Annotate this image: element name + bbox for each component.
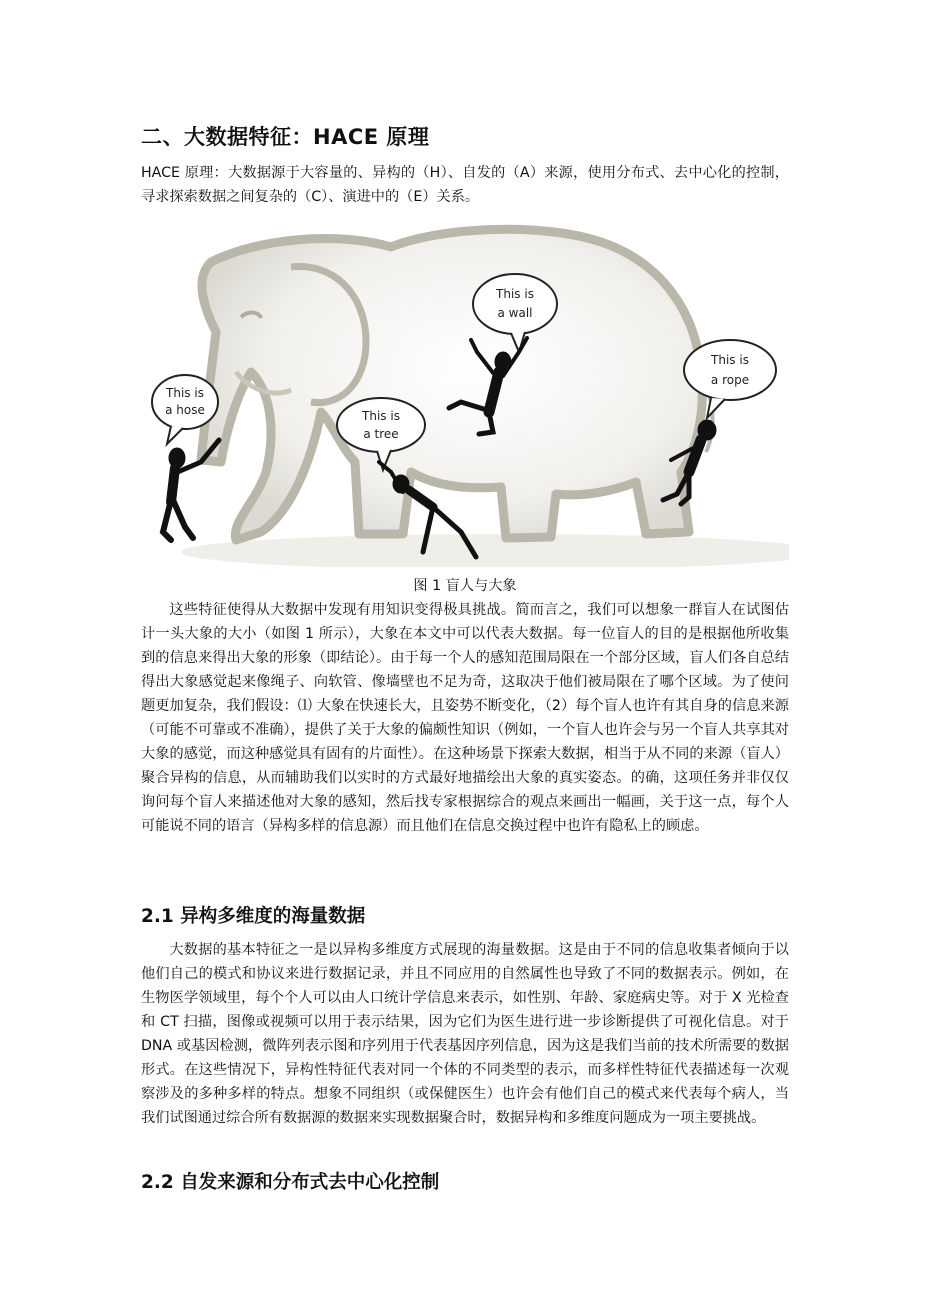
paragraph-1: 这些特征使得从大数据中发现有用知识变得极具挑战。简而言之，我们可以想象一群盲人在试图估计一头大象的大小（如图 1 所示），大象在本文中可以代表大数据。每一位盲人的目的是根据他所收集到的信息来得出大象的形象（即结论）。由于每一个人的感知范围局限在一个部分区域，盲人们各自总结得出大象感觉起来像绳子、向软管、像墙壁也不足为奇，这取决于他们被局限在了哪个区域。为了使问题更加复杂，我们假设：⑴ 大象在快速长大，且姿势不断变化，（2）每个盲人也许有其自身的信息来源（可能不可靠或不准确），提供了关于大象的偏颇性知识（例如，一个盲人也许会与另一个盲人共享其对大象的感觉，而这种感觉具有固有的片面性）。在这种场景下探索大数据，相当于从不同的来源（盲人）聚合异构的信息，从而辅助我们以实时的方式最好地描绘出大象的真实姿态。的确，这项任务并非仅仅询问每个盲人来描述他对大象的感知，然后找专家根据综合的观点来画出一幅画，关于这一点，每个人可能说不同的语言（异构多样的信息源）而且他们在信息交换过程中也许有隐私上的顾虑。 [141,602,789,834]
bubble-wall-line1: This is [496,287,534,301]
section-title: 二、大数据特征：HACE 原理 [141,125,430,149]
elephant-body [201,229,702,540]
ground-shadow [181,534,789,567]
bubble-tree-line1: This is [362,409,400,423]
elephant-illustration [141,222,789,567]
bubble-hose-line2: a hose [165,403,205,417]
figure-blind-men-elephant [141,222,789,567]
bubble-rope-line2: a rope [710,373,750,387]
bubble-hose-line1: This is [166,386,204,400]
heading-2-1: 2.1 异构多维度的海量数据 [141,906,366,927]
figure-caption: 图 1 盲人与大象 [413,578,517,594]
bubble-wall-line2: a wall [497,306,533,320]
intro-paragraph: HACE 原理：大数据源于大容量的、异构的（H）、自发的（A）来源，使用分布式、去中心化的控制，寻求探索数据之间复杂的（C）、演进中的（E）关系。 [141,165,789,205]
paragraph-2: 大数据的基本特征之一是以异构多维度方式展现的海量数据。这是由于不同的信息收集者倾向于以他们自己的模式和协议来进行数据记录，并且不同应用的自然属性也导致了不同的数据表示。例如，在生物医学领域里，每个个人可以由人口统计学信息来表示，如性别、年龄、家庭病史等。对于 X 光检查和 CT 扫描，图像或视频可以用于表示结果，因为它们为医生进行进一步诊断提供了可视化信息。对于 DNA 或基因检测，微阵列表示图和序列用于代表基因序列信息，因为这是我们当前的技术所需要的数据形式。在这些情况下，异构性特征代表对同一个体的不同类型的表示，而多样性特征代表描述每一次观察涉及的多种多样的特点。想象不同组织（或保健医生）也许会有他们自己的模式来代表每个病人，当我们试图通过综合所有数据源的数据来实现数据聚合时，数据异构和多维度问题成为一项主要挑战。 [141,942,789,1126]
heading-2-2: 2.2 自发来源和分布式去中心化控制 [141,1172,440,1193]
bubble-rope-line1: This is [711,353,749,367]
bubble-tree-line2: a tree [363,427,399,441]
